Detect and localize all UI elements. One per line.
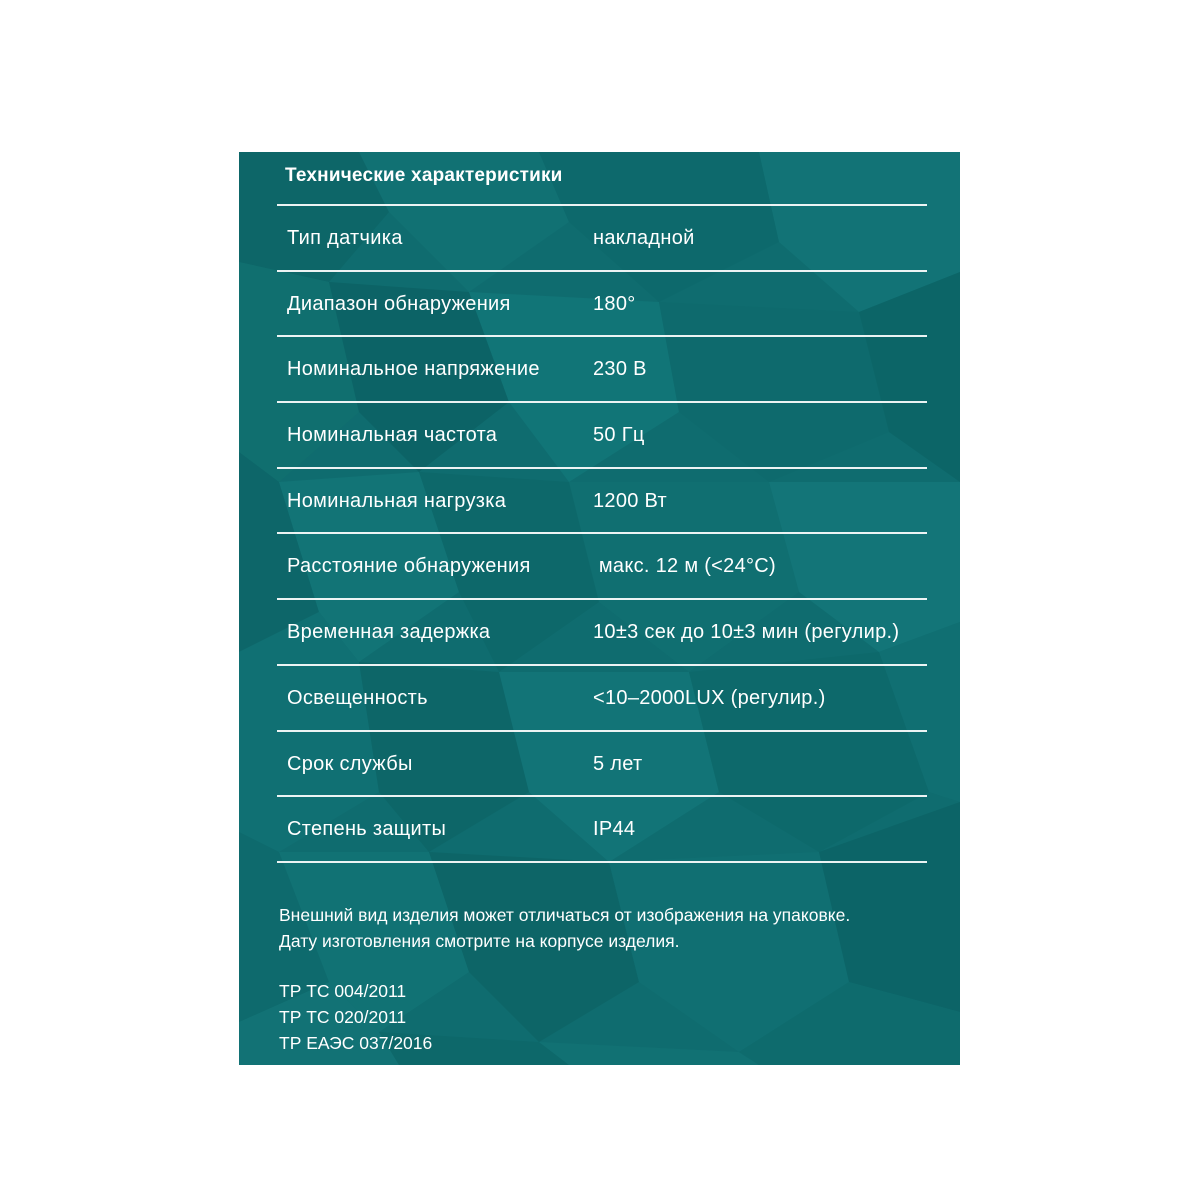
spec-label: Диапазон обнаружения <box>287 292 511 315</box>
spec-row-detection-range <box>277 272 927 338</box>
spec-value: 1200 Вт <box>593 489 667 512</box>
spec-label: Номинальное напряжение <box>287 358 540 381</box>
spec-row-time-delay <box>277 600 927 666</box>
standard-item: ТР ЕАЭС 037/2016 <box>279 1033 433 1053</box>
standards-list <box>279 978 432 1056</box>
spec-value: <10–2000LUX (регулир.) <box>593 686 826 709</box>
spec-table <box>277 204 927 863</box>
standard-item: ТР ТС 004/2011 <box>279 981 407 1001</box>
spec-value: 180° <box>593 292 636 315</box>
spec-row-sensor-type <box>277 206 927 272</box>
note-appearance: Внешний вид изделия может отличаться от изображения на упаковке. <box>279 905 851 925</box>
note-manufacture-date: Дату изготовления смотрите на корпусе изделия. <box>279 931 680 951</box>
spec-content <box>239 152 960 1065</box>
spec-label: Срок службы <box>287 752 413 775</box>
spec-row-service-life <box>277 732 927 798</box>
spec-label: Тип датчика <box>287 227 403 249</box>
spec-value: 230 В <box>593 358 647 381</box>
spec-row-rated-load <box>277 469 927 535</box>
spec-label: Расстояние обнаружения <box>287 555 531 578</box>
spec-row-detection-distance <box>277 534 927 600</box>
spec-row-protection-degree <box>277 797 927 863</box>
spec-row-illuminance <box>277 666 927 732</box>
spec-panel <box>239 152 960 1065</box>
spec-label: Степень защиты <box>287 818 447 841</box>
spec-value: макс. 12 м (<24°С) <box>593 555 777 578</box>
spec-value: 50 Гц <box>593 424 645 447</box>
spec-label: Временная задержка <box>287 621 491 644</box>
spec-value: 5 лет <box>593 752 643 775</box>
spec-value: 10±3 сек до 10±3 мин (регулир.) <box>593 621 900 644</box>
page-title: Технические характеристики <box>285 165 563 186</box>
spec-row-rated-frequency <box>277 403 927 469</box>
product-notes <box>279 902 850 954</box>
spec-value: накладной <box>593 227 695 249</box>
spec-label: Номинальная нагрузка <box>287 489 507 512</box>
spec-row-rated-voltage <box>277 337 927 403</box>
spec-label: Освещенность <box>287 686 428 709</box>
spec-value: IP44 <box>593 818 636 841</box>
spec-label: Номинальная частота <box>287 424 498 447</box>
standard-item: ТР ТС 020/2011 <box>279 1007 407 1027</box>
